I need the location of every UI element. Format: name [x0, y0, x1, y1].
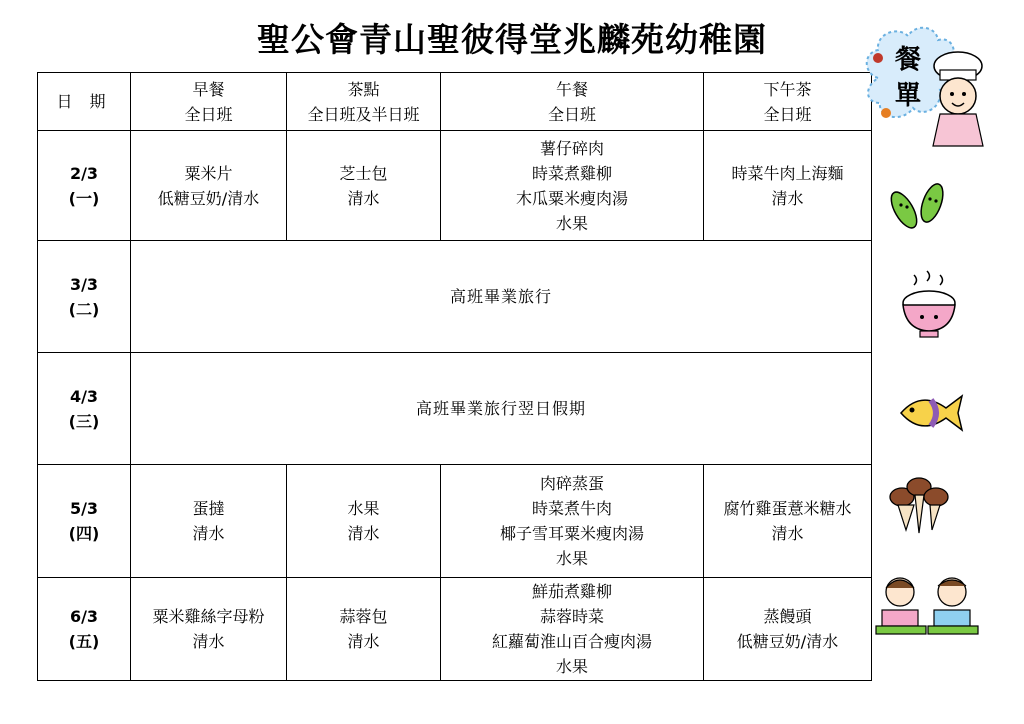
table-row [38, 241, 872, 353]
date-cell: 2/3 (一) [38, 131, 131, 241]
header-breakfast: 早餐 全日班 [131, 73, 287, 131]
tea-cell: 時菜牛肉上海麵 清水 [704, 131, 872, 241]
lunch-cell: 肉碎蒸蛋 時菜煮牛肉 椰子雪耳粟米瘦肉湯 水果 [441, 465, 704, 578]
breakfast-cell: 粟米片 低糖豆奶/清水 [131, 131, 287, 241]
menu-table [37, 72, 872, 681]
table-row [38, 578, 872, 681]
header-snack: 茶點 全日班及半日班 [287, 73, 441, 131]
lunch-cell: 薯仔碎肉 時菜煮雞柳 木瓜粟米瘦肉湯 水果 [441, 131, 704, 241]
children-eating-icon [872, 570, 987, 640]
header-row [38, 73, 872, 131]
snack-cell: 水果 清水 [287, 465, 441, 578]
date-cell: 6/3 (五) [38, 578, 131, 681]
mushrooms-icon [884, 475, 954, 540]
snack-cell: 蒜蓉包 清水 [287, 578, 441, 681]
event-cell: 高班畢業旅行翌日假期 [131, 353, 872, 465]
table-row [38, 465, 872, 578]
date-cell: 4/3 (三) [38, 353, 131, 465]
table-row [38, 131, 872, 241]
tea-cell: 蒸饅頭 低糖豆奶/清水 [704, 578, 872, 681]
date-cell: 5/3 (四) [38, 465, 131, 578]
lunch-cell: 鮮茄煮雞柳 蒜蓉時菜 紅蘿蔔淮山百合瘦肉湯 水果 [441, 578, 704, 681]
fish-icon [896, 388, 966, 438]
header-lunch: 午餐 全日班 [441, 73, 704, 131]
breakfast-cell: 粟米雞絲字母粉 清水 [131, 578, 287, 681]
badge-char-2: 單 [894, 81, 922, 111]
badge-char-1: 餐 [894, 45, 922, 75]
tea-cell: 腐竹雞蛋薏米糖水 清水 [704, 465, 872, 578]
event-cell: 高班畢業旅行 [131, 241, 872, 353]
page-title: 聖公會青山聖彼得堂兆麟苑幼稚園 [257, 20, 767, 59]
rice-bowl-icon [894, 265, 964, 340]
date-cell: 3/3 (二) [38, 241, 131, 353]
header-date: 日 期 [38, 73, 131, 131]
breakfast-cell: 蛋撻 清水 [131, 465, 287, 578]
snack-cell: 芝士包 清水 [287, 131, 441, 241]
header-tea: 下午茶 全日班 [704, 73, 872, 131]
chef-cloud-icon [858, 18, 1008, 148]
beans-icon [884, 175, 954, 235]
table-row [38, 353, 872, 465]
